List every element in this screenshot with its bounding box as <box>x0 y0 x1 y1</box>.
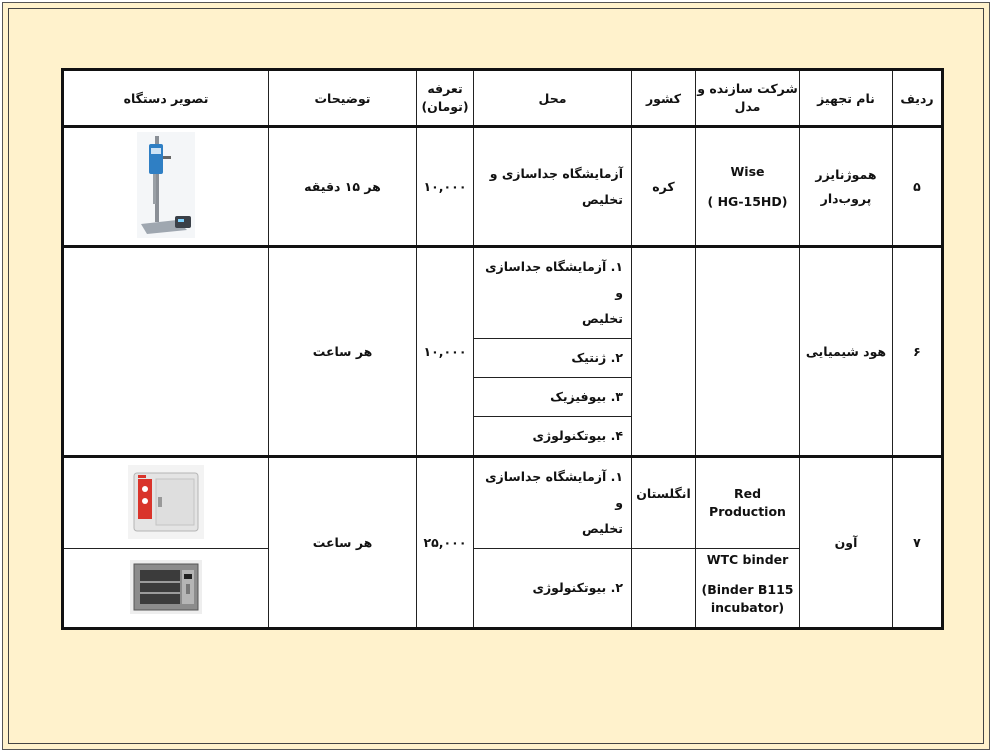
header-location: محل <box>474 70 632 127</box>
header-maker-line2: مدل <box>734 99 761 114</box>
header-row-no: ردیف <box>893 70 943 127</box>
row7-maker-b <box>696 549 800 629</box>
row7-image-a-cell <box>63 457 269 549</box>
row5-image-cell <box>63 127 269 247</box>
row6-no: ۶ <box>893 247 943 457</box>
row7-maker-a-line1: Red <box>733 486 762 501</box>
row7-maker-a-line2: Production <box>709 504 786 519</box>
table-row-7a <box>63 457 943 549</box>
header-row <box>63 70 943 127</box>
row5-no: ۵ <box>893 127 943 247</box>
header-notes: توضیحات <box>269 70 417 127</box>
header-maker-line1: شرکت سازنده و <box>697 81 798 96</box>
row6-country-empty <box>632 247 696 457</box>
row5-location-line2: تخلیص <box>582 191 623 207</box>
table-row-5 <box>63 127 943 247</box>
row5-equipment-line1: هموژنایزر <box>815 166 877 182</box>
homogenizer-image <box>137 132 195 238</box>
row7-maker-b-line2: (Binder B115 <box>701 582 794 597</box>
row7-maker-a <box>696 457 800 549</box>
header-maker <box>696 70 800 127</box>
row6-location-2: ۲. ژنتیک <box>474 339 632 378</box>
page-frame <box>2 2 990 750</box>
row5-country: کره <box>632 127 696 247</box>
row5-fee: ۱۰,۰۰۰ <box>417 127 474 247</box>
row7-no: ۷ <box>893 457 943 629</box>
row6-maker-empty <box>696 247 800 457</box>
row6-equipment: هود شیمیایی <box>800 247 893 457</box>
row5-notes: هر ۱۵ دقیقه <box>269 127 417 247</box>
header-image: تصویر دستگاه <box>63 70 269 127</box>
row5-maker <box>696 127 800 247</box>
row7-maker-b-line3: incubator) <box>710 600 785 615</box>
row5-location <box>474 127 632 247</box>
row7-location-a <box>474 457 632 549</box>
row5-equipment <box>800 127 893 247</box>
row7-equipment: آون <box>800 457 893 629</box>
table-row-6a <box>63 247 943 339</box>
row7-country-b-empty <box>632 549 696 629</box>
row6-location-3: ۳. بیوفیزیک <box>474 378 632 417</box>
equipment-table-wrapper <box>61 68 941 630</box>
header-fee-line1: تعرفه <box>427 81 463 96</box>
header-equipment: نام تجهیز <box>800 70 893 127</box>
row7-notes: هر ساعت <box>269 457 417 629</box>
row5-maker-line1: Wise <box>730 163 765 179</box>
row7-fee: ۲۵,۰۰۰ <box>417 457 474 629</box>
row7-location-b: ۲. بیوتکنولوژی <box>474 549 632 629</box>
row7-image-b-cell <box>63 549 269 629</box>
row5-equipment-line2: پروب‌دار <box>820 190 872 206</box>
row5-maker-line2: ( HG-15HD) <box>707 193 788 209</box>
header-country: کشور <box>632 70 696 127</box>
row6-location-1-line1: ۱. آزمایشگاه جداسازی و <box>485 259 623 300</box>
row6-notes: هر ساعت <box>269 247 417 457</box>
oven-binder-image <box>130 560 202 614</box>
row7-country-a: انگلستان <box>632 457 696 549</box>
oven-red-image <box>128 465 204 539</box>
row7-maker-b-line1: WTC binder <box>706 552 789 567</box>
row6-location-1-line2: تخلیص <box>582 311 623 326</box>
row5-location-line1: آزمایشگاه جداسازی و <box>489 165 623 181</box>
row6-location-1 <box>474 247 632 339</box>
row7-location-a-line1: ۱. آزمایشگاه جداسازی و <box>485 469 623 510</box>
row6-location-4: ۴. بیوتکنولوژی <box>474 417 632 457</box>
row7-location-a-line2: تخلیص <box>582 521 623 536</box>
header-fee <box>417 70 474 127</box>
equipment-table <box>61 68 944 630</box>
row6-image-empty <box>63 247 269 457</box>
row6-fee: ۱۰,۰۰۰ <box>417 247 474 457</box>
header-fee-line2: (تومان) <box>421 99 469 114</box>
